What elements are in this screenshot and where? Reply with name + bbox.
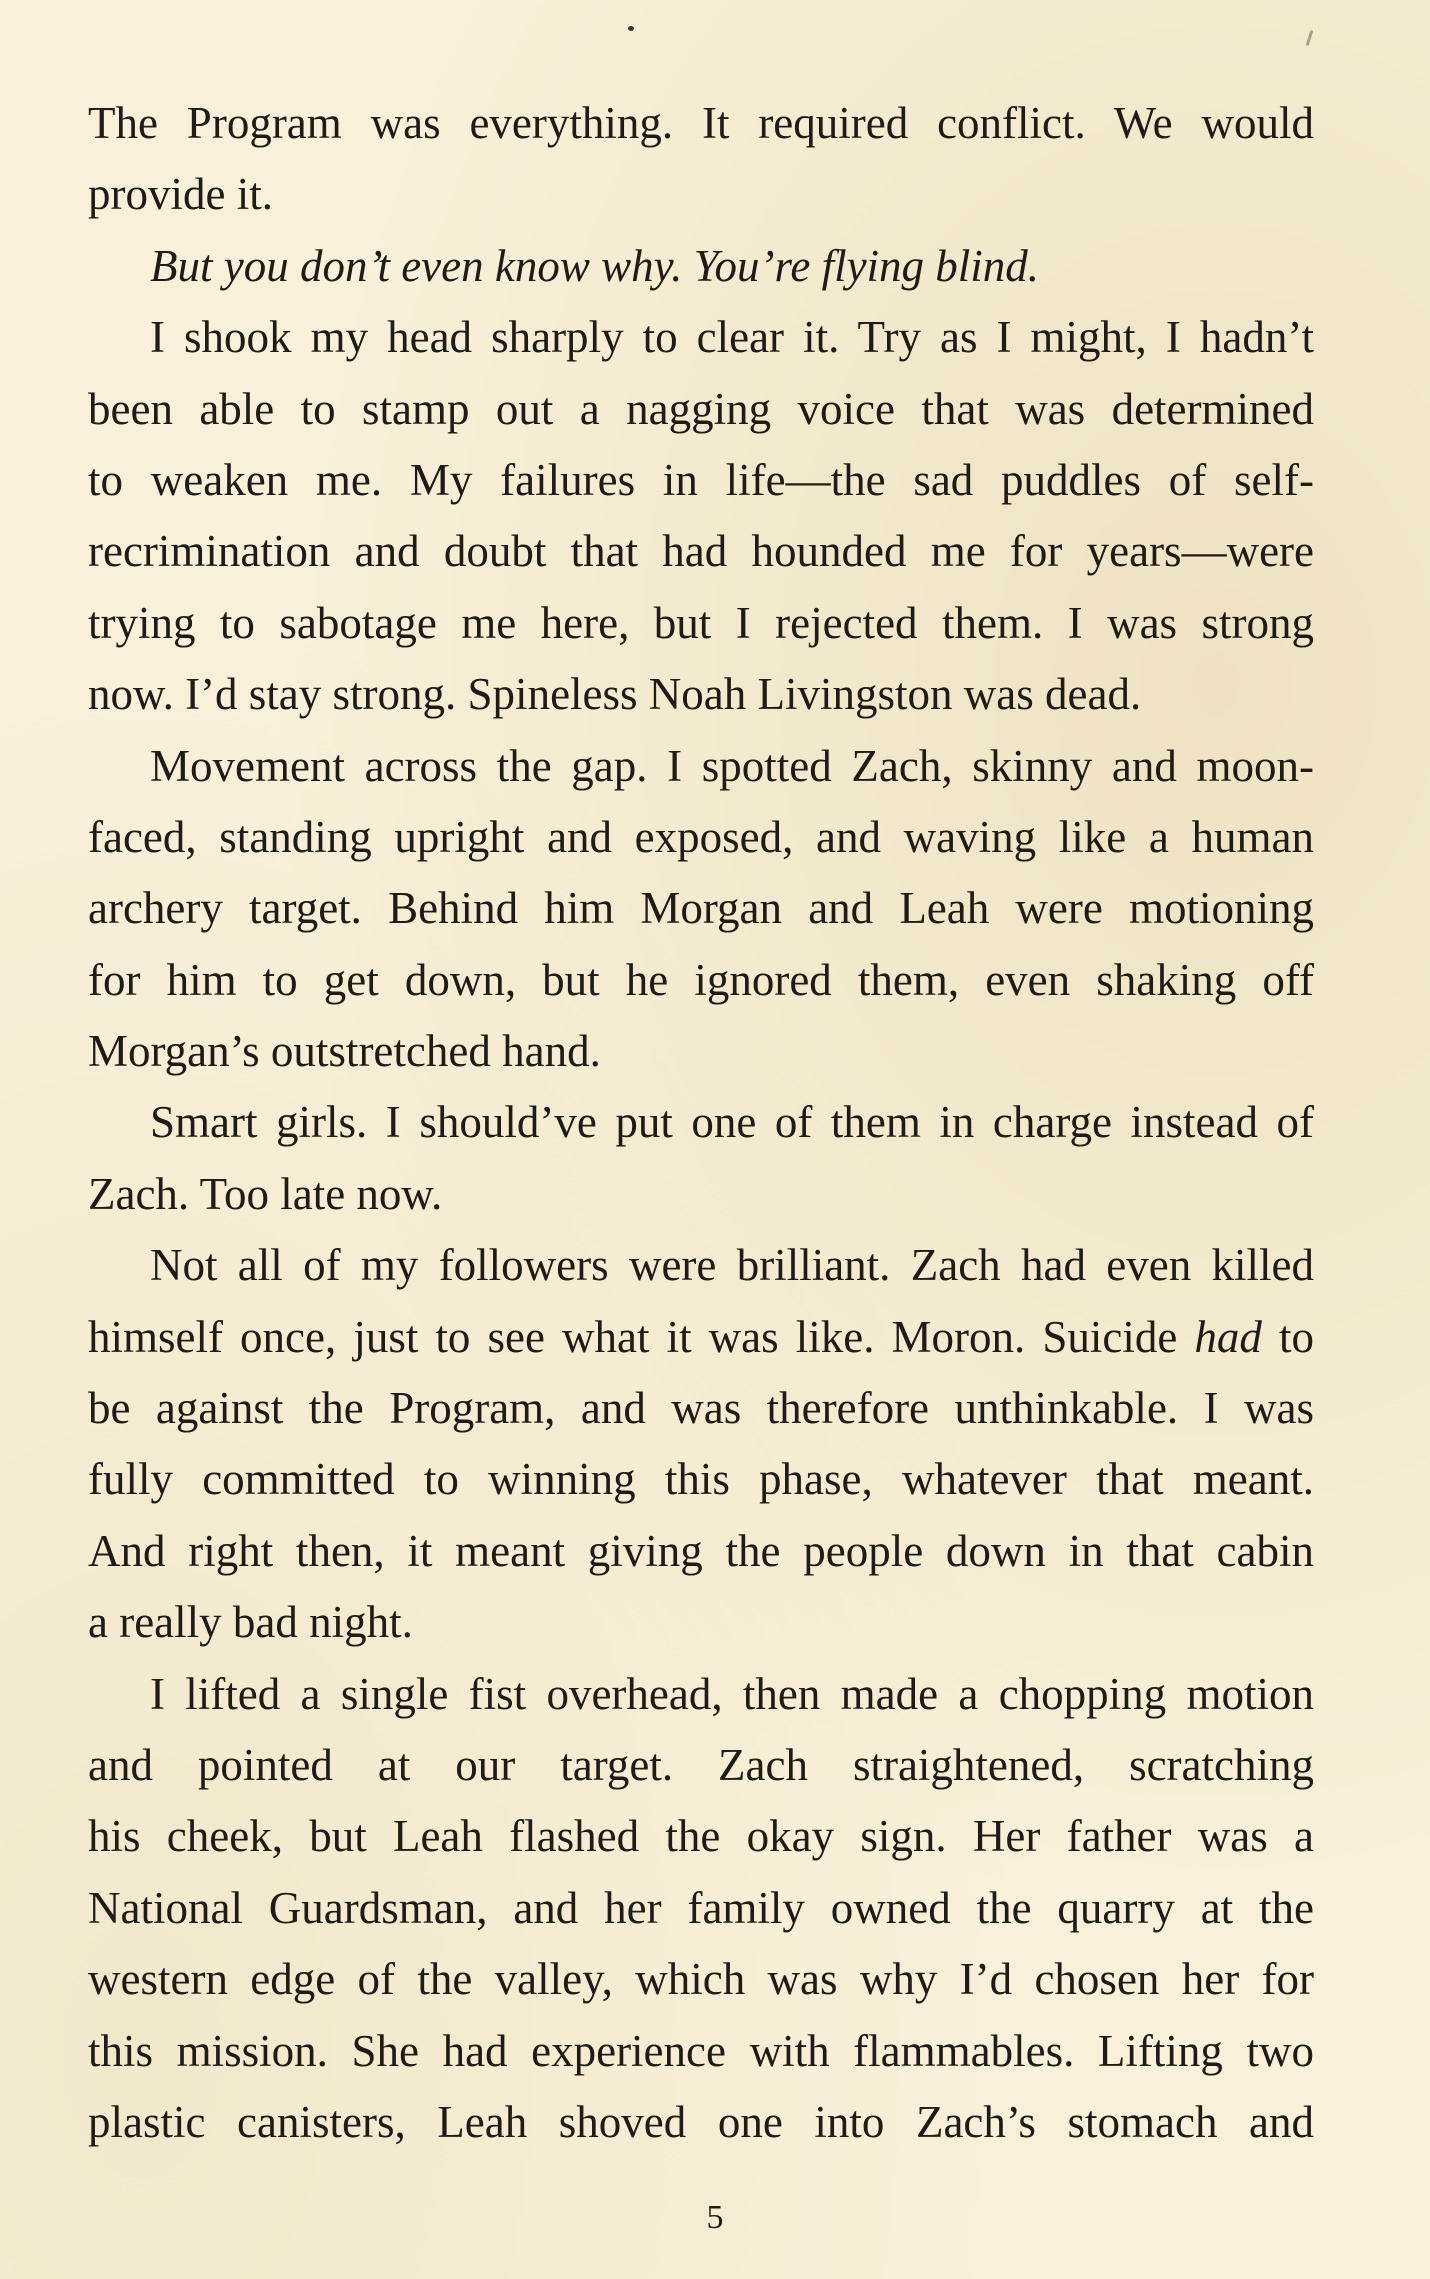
text-line: Smart girls. I should’ve put one of them in charge instead of [150,1097,1314,1148]
text-line: provide it. [88,169,273,220]
text-line: fully committed to winning this phase, whatever that meant. [88,1454,1314,1505]
text-line: now. I’d stay strong. Spineless Noah Livingston was dead. [88,669,1142,720]
text-line: Movement across the gap. I spotted Zach, skinny and moon- [150,740,1314,791]
text-line-with-emphasis [88,1302,1314,1373]
text-line: Zach. Too late now. [88,1168,443,1219]
text-line: And right then, it meant giving the people down in that cabin [88,1525,1314,1576]
text-line: a really bad night. [88,1597,413,1648]
page-number: 5 [706,2199,724,2236]
text-line: National Guardsman, and her family owned the quarry at the [88,1882,1314,1933]
text-line: his cheek, but Leah flashed the okay sign. Her father was a [88,1811,1314,1862]
text-segment: himself once, just to see what it was like. Moron. Suicide [88,1311,1195,1362]
text-line: western edge of the valley, which was why I’d chosen her for [88,1954,1314,2005]
text-line: I shook my head sharply to clear it. Try as I might, I hadn’t [150,312,1314,363]
text-line: been able to stamp out a nagging voice that was determined [88,383,1314,434]
text-line: Morgan’s outstretched hand. [88,1026,601,1077]
text-line: trying to sabotage me here, but I rejected them. I was strong [88,597,1314,648]
emphasis-word: had [1194,1311,1262,1362]
text-line: be against the Program, and was therefore unthinkable. I was [88,1383,1314,1434]
text-line: The Program was everything. It required conflict. We would [88,98,1314,148]
text-line-italic: But you don’t even know why. You’re flying blind. [150,240,1040,291]
text-segment: to [1261,1311,1314,1362]
paper-mark [1306,30,1314,46]
text-line: plastic canisters, Leah shoved one into Zach’s stomach and [88,2096,1314,2147]
text-line: faced, standing upright and exposed, and waving like a human [88,811,1314,862]
text-line: for him to get down, but he ignored them, even shaking off [88,954,1314,1005]
body-text [88,88,1314,2158]
text-line: recrimination and doubt that had hounded me for years—were [88,526,1314,577]
text-line: archery target. Behind him Morgan and Leah were motioning [88,883,1314,934]
text-line: and pointed at our target. Zach straightened, scratching [88,1739,1314,1790]
ink-speck [628,26,634,31]
text-line: this mission. She had experience with flammables. Lifting two [88,2025,1314,2076]
text-line: Not all of my followers were brilliant. Zach had even killed [150,1240,1314,1291]
text-line: to weaken me. My failures in life—the sad puddles of self- [88,454,1314,505]
text-line: I lifted a single fist overhead, then made a chopping motion [150,1668,1314,1719]
